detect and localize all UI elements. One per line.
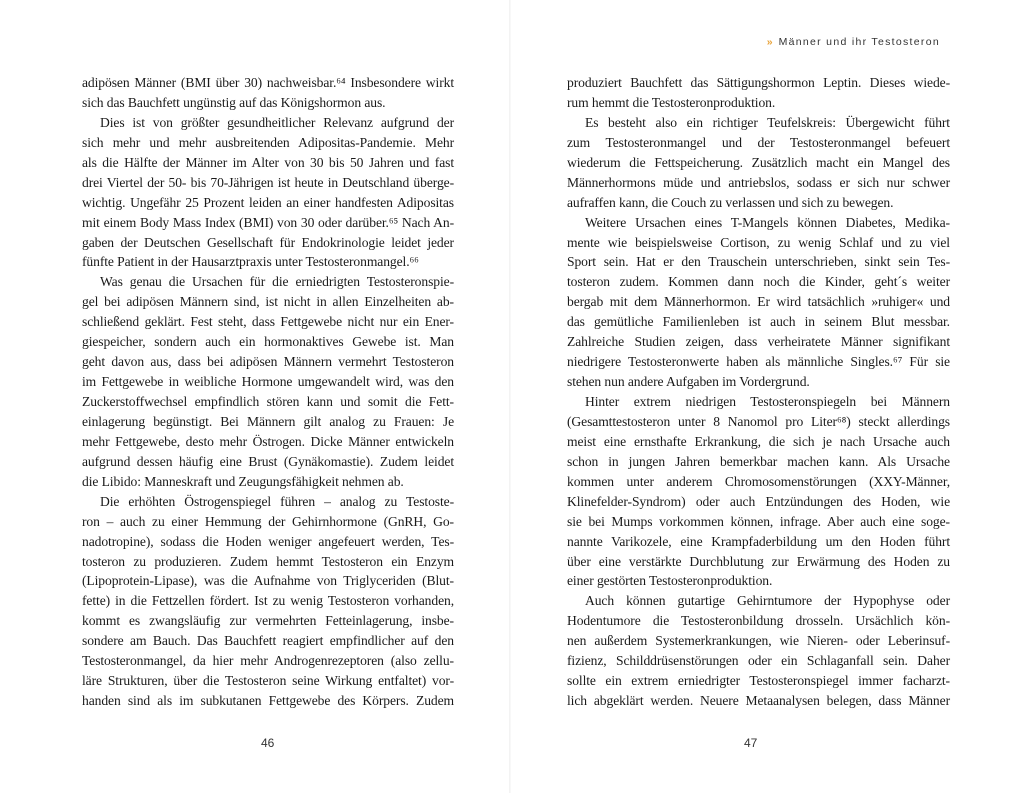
text-line: läre Strukturen, über die Testosteron seine Wirkung entfaltet) vor- bbox=[82, 673, 454, 689]
left-page-body bbox=[82, 73, 454, 711]
text-line: im Fettgewebe in weibliche Hormone umgewandelt wird, was den bbox=[82, 374, 454, 390]
text-line: kommen unter anderem Chromosomenstörungen (XXY-Männer, bbox=[567, 473, 950, 489]
text-line: ron – auch zu einer Hemmung der Gehirnhormone (GnRH, Go- bbox=[82, 513, 454, 529]
text-line: nadotropine), sodass die Hoden weniger angefeuert werden, Tes- bbox=[82, 533, 454, 549]
text-line: über eine verstärkte Durchblutung zur Erwärmung des Hoden zu bbox=[567, 553, 950, 569]
text-line: Es besteht also ein richtiger Teufelskreis: Übergewicht führt bbox=[585, 114, 950, 130]
text-line: tosteron zu produzieren. Zudem hemmt Testosteron ein Enzym bbox=[82, 553, 454, 569]
text-line: lich abgeklärt werden. Neuere Metaanalysen belegen, dass Männer bbox=[567, 693, 950, 709]
text-line: mente wie beispielsweise Cortison, zu wenig Schlaf und zu viel bbox=[567, 234, 950, 250]
text-line: adipösen Männer (BMI über 30) nachweisbar.⁶⁴ Insbesondere wirkt bbox=[82, 75, 454, 90]
text-line: als die Hälfte der Männer im Alter von 30 bis 50 Jahren und fast bbox=[82, 154, 454, 170]
text-line: fünfte Patient in der Hausarztpraxis unter Testosteronmangel.⁶⁶ bbox=[82, 254, 419, 270]
text-line: das gemütliche Familienleben ist auch in seinem Blut messbar. bbox=[567, 314, 950, 330]
text-line: geht davon aus, dass bei adipösen Männern vermehrt Testosteron bbox=[82, 354, 454, 370]
text-line: (Gesamttestosteron unter 8 Nanomol pro Liter⁶⁸) steckt allerdings bbox=[567, 413, 950, 429]
text-line: zum Testosteronmangel und der Testosteronmangel befeuert bbox=[567, 134, 950, 150]
text-line: einlagerung begünstigt. Bei Männern gilt analog zu Frauen: Je bbox=[82, 413, 454, 429]
text-line: sie bei Mumps vorkommen können, infrage. Aber auch eine soge- bbox=[567, 513, 950, 529]
text-line: gaben der Deutschen Gesellschaft für Endokrinologie leidet jeder bbox=[82, 234, 454, 250]
left-page-number: 46 bbox=[261, 736, 275, 750]
text-line: Die erhöhten Östrogenspiegel führen – analog zu Testoste- bbox=[100, 493, 454, 509]
text-line: meist eine ernsthafte Erkrankung, die sich je nach Ursache auch bbox=[567, 433, 950, 449]
text-line: handen sind als im subkutanen Fettgewebe des Körpers. Zudem bbox=[82, 693, 454, 709]
text-line: Weitere Ursachen eines T-Mangels können Diabetes, Medika- bbox=[585, 214, 950, 230]
text-line: wiederum die Fettspeicherung. Zusätzlich macht ein Mangel des bbox=[567, 154, 950, 170]
text-line: aufgrund dessen häufig eine Brust (Gynäkomastie). Zudem leidet bbox=[82, 453, 454, 469]
right-page-number: 47 bbox=[744, 736, 758, 750]
text-line: Zahlreiche Studien zeigen, dass verheiratete Männer signifikant bbox=[567, 334, 950, 350]
text-line: schon in jungen Jahren bemerkbar machen kann. Als Ursache bbox=[567, 453, 950, 469]
text-line: Männerhormons müde und antriebslos, sodass er sich nur schwer bbox=[567, 174, 950, 190]
text-line: Klinefelder-Syndrom) oder auch Entzündungen des Hoden, wie bbox=[567, 493, 950, 509]
text-line: Was genau die Ursachen für die erniedrigten Testosteronspie- bbox=[100, 274, 454, 290]
right-page bbox=[510, 0, 1020, 793]
running-head-marker: » bbox=[766, 36, 773, 48]
text-line: nen außerdem Systemerkrankungen, wie Nieren- oder Leberinsuf- bbox=[567, 633, 950, 649]
text-line: Zuckerstoffwechsel empfindlich stören kann und somit die Fett- bbox=[82, 394, 454, 409]
text-line: fette) in die Fettzellen fördert. Ist zu wenig Testosteron vorhanden, bbox=[82, 593, 454, 609]
text-line: Dies ist von größter gesundheitlicher Relevanz aufgrund der bbox=[100, 114, 454, 130]
text-line: wichtig. Ungefähr 25 Prozent leiden an einer handfesten Adipositas bbox=[82, 194, 454, 210]
text-line: Hodentumore die Testosteronbildung drosseln. Ursächlich kön- bbox=[567, 613, 950, 629]
text-line: drei Viertel der 50- bis 70-Jährigen ist heute in Deutschland überge- bbox=[82, 174, 454, 190]
text-line: gel bei adipösen Männern sind, ist nicht in allen Einzelheiten ab- bbox=[82, 294, 454, 310]
text-line: kommt es zwangsläufig zur vermehrten Fetteinlagerung, insbe- bbox=[82, 613, 454, 629]
text-line: schließend geklärt. Fest steht, dass Fettgewebe nicht nur ein Ener- bbox=[82, 314, 454, 330]
running-head-title: Männer und ihr Testosteron bbox=[778, 36, 940, 48]
text-line: mehr Fettgewebe, desto mehr Östrogen. Dicke Männer entwickeln bbox=[82, 433, 454, 449]
text-line: produziert Bauchfett das Sättigungshormon Leptin. Dieses wiede- bbox=[567, 75, 950, 90]
text-line: die Libido: Manneskraft und Zeugungsfähigkeit nehmen ab. bbox=[82, 473, 404, 489]
text-line: aufraffen kann, die Couch zu verlassen und sich zu bewegen. bbox=[567, 194, 894, 210]
text-line: sich mehr und mehr ausbreitenden Adipositas-Pandemie. Mehr bbox=[82, 134, 454, 150]
text-line: Auch können gutartige Gehirntumore der Hypophyse oder bbox=[585, 593, 950, 609]
right-page-body bbox=[567, 73, 950, 711]
text-line: nannte Varikozele, eine Krampfaderbildung um den Hoden führt bbox=[567, 533, 950, 549]
text-line: rum hemmt die Testosteronproduktion. bbox=[567, 94, 776, 110]
text-line: stehen nun andere Aufgaben im Vordergrund. bbox=[567, 374, 810, 390]
running-head bbox=[767, 36, 940, 48]
text-line: Testosteronmangel, da hier mehr Androgenrezeptoren (also zellu- bbox=[82, 653, 454, 669]
text-line: (Lipoprotein-Lipase), was die Aufnahme von Triglyceriden (Blut- bbox=[82, 573, 454, 589]
text-line: mit einem Body Mass Index (BMI) von 30 oder darüber.⁶⁵ Nach An- bbox=[82, 214, 454, 230]
text-line: sollte ein extrem erniedrigter Testosteronspiegel immer facharzt- bbox=[567, 673, 950, 689]
text-line: niedrigere Testosteronwerte haben als männliche Singles.⁶⁷ Für sie bbox=[567, 354, 950, 370]
text-line: bergab mit dem Männerhormon. Er wird tatsächlich »ruhiger« und bbox=[567, 294, 950, 310]
text-line: tosteron zudem. Kommen dann noch die Kinder, geht´s weiter bbox=[567, 274, 950, 290]
text-line: sich das Bauchfett ungünstig auf das Königshormon aus. bbox=[82, 94, 386, 110]
text-line: Hinter extrem niedrigen Testosteronspiegeln bei Männern bbox=[585, 394, 950, 409]
text-line: einer gestörten Testosteronproduktion. bbox=[567, 573, 773, 589]
text-line: fizienz, Schilddrüsenstörungen oder ein Schlaganfall sein. Daher bbox=[567, 653, 950, 669]
text-line: giespeicher, sondern auch ein hormonaktives Gewebe ist. Man bbox=[82, 334, 454, 350]
text-line: sondere am Bauch. Das Bauchfett reagiert empfindlicher auf den bbox=[82, 633, 454, 649]
text-line: Sport sein. Hat er den Trauschein unterschrieben, sinkt sein Tes- bbox=[567, 254, 950, 270]
